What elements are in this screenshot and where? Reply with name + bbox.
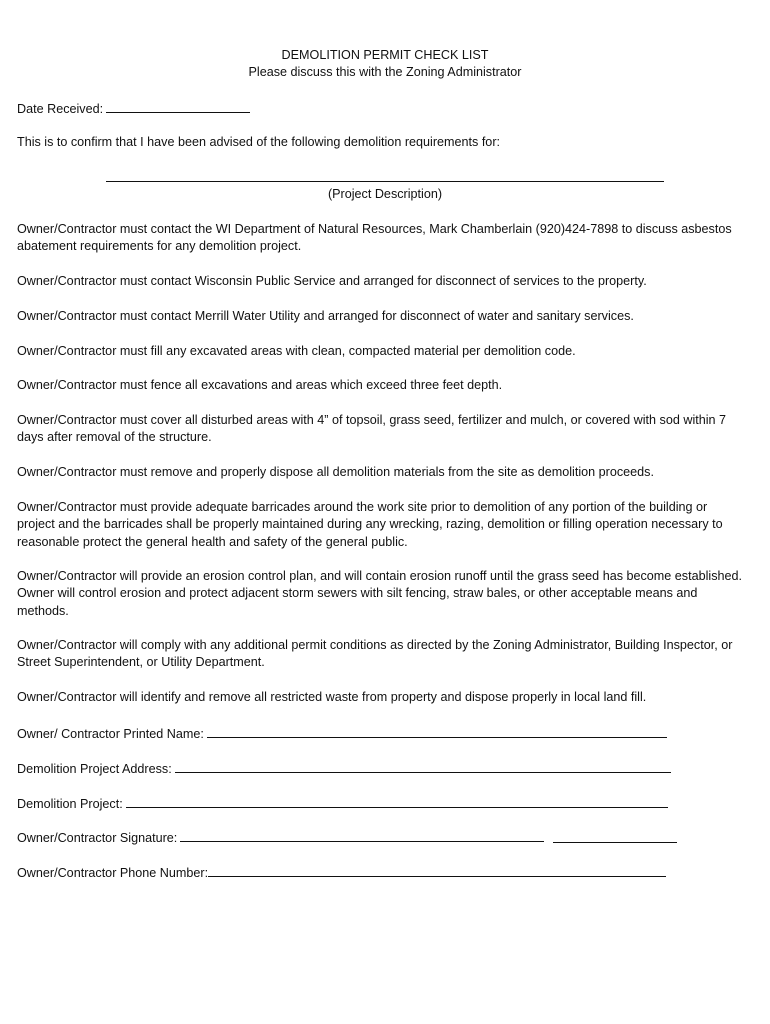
demolition-project-field[interactable]: [126, 794, 668, 808]
document-subtitle: Please discuss this with the Zoning Administrator: [248, 65, 522, 80]
signature-date-field[interactable]: [553, 842, 677, 843]
project-description-caption: (Project Description): [327, 187, 443, 201]
printed-name-row: [17, 724, 747, 743]
date-received-row: [17, 99, 747, 118]
date-received-field[interactable]: [106, 99, 250, 113]
demolition-project-label: Demolition Project:: [17, 797, 123, 811]
requirement-public-service: Owner/Contractor must contact Wisconsin Public Service and arranged for disconnect of services to the property.: [17, 274, 647, 288]
requirement-remove-materials: Owner/Contractor must remove and properly dispose all demolition materials from the site as demolition proceeds.: [17, 465, 654, 479]
demolition-project-row: [17, 794, 747, 813]
requirement-erosion-control: Owner/Contractor will provide an erosion control plan, and will contain erosion runoff until the grass seed has become established. Owner will control erosion and protect adjacent storm sewers with silt fencing, straw bales, or other acceptable means and methods.: [17, 569, 743, 618]
requirement-barricades: Owner/Contractor must provide adequate barricades around the work site prior to demolition of any portion of the building or project and the barricades shall be properly maintained during any wrecking, razing, demolition or filling operation necessary to reasonable protect the general health and safety of the general public.: [17, 500, 723, 549]
requirement-fence-excavations: Owner/Contractor must fence all excavations and areas which exceed three feet depth.: [17, 378, 503, 392]
requirement-fill-excavations: Owner/Contractor must fill any excavated areas with clean, compacted material per demolition code.: [17, 344, 576, 358]
printed-name-label: Owner/ Contractor Printed Name:: [17, 727, 204, 741]
document-header: [0, 47, 770, 82]
date-received-label: Date Received:: [17, 102, 104, 116]
phone-row: [17, 863, 747, 882]
project-description-field[interactable]: [106, 181, 664, 182]
project-address-field[interactable]: [175, 759, 671, 773]
signature-row: [17, 828, 747, 847]
requirement-cover-disturbed-areas: Owner/Contractor must cover all disturbed areas with 4” of topsoil, grass seed, fertilizer and mulch, or covered with sod within 7 days after removal of the structure.: [17, 413, 727, 445]
printed-name-field[interactable]: [207, 724, 667, 738]
signature-field[interactable]: [180, 828, 544, 842]
requirement-dnr-asbestos: Owner/Contractor must contact the WI Department of Natural Resources, Mark Chamberlain (920)424-7898 to discuss asbestos abatement requirements for any demolition project.: [17, 222, 732, 254]
requirement-permit-conditions: Owner/Contractor will comply with any additional permit conditions as directed by the Zoning Administrator, Building Inspector, or Street Superintendent, or Utility Department.: [17, 638, 733, 670]
project-address-label: Demolition Project Address:: [17, 762, 172, 776]
document-title: DEMOLITION PERMIT CHECK LIST: [281, 48, 489, 62]
phone-field[interactable]: [208, 863, 666, 877]
intro-text: This is to confirm that I have been advised of the following demolition requirements for:: [17, 135, 501, 149]
signature-label: Owner/Contractor Signature:: [17, 831, 178, 845]
phone-label: Owner/Contractor Phone Number:: [17, 866, 209, 880]
requirement-restricted-waste: Owner/Contractor will identify and remove all restricted waste from property and dispose properly in local land fill.: [17, 690, 647, 704]
project-address-row: [17, 759, 747, 778]
requirement-water-utility: Owner/Contractor must contact Merrill Water Utility and arranged for disconnect of water and sanitary services.: [17, 309, 634, 323]
